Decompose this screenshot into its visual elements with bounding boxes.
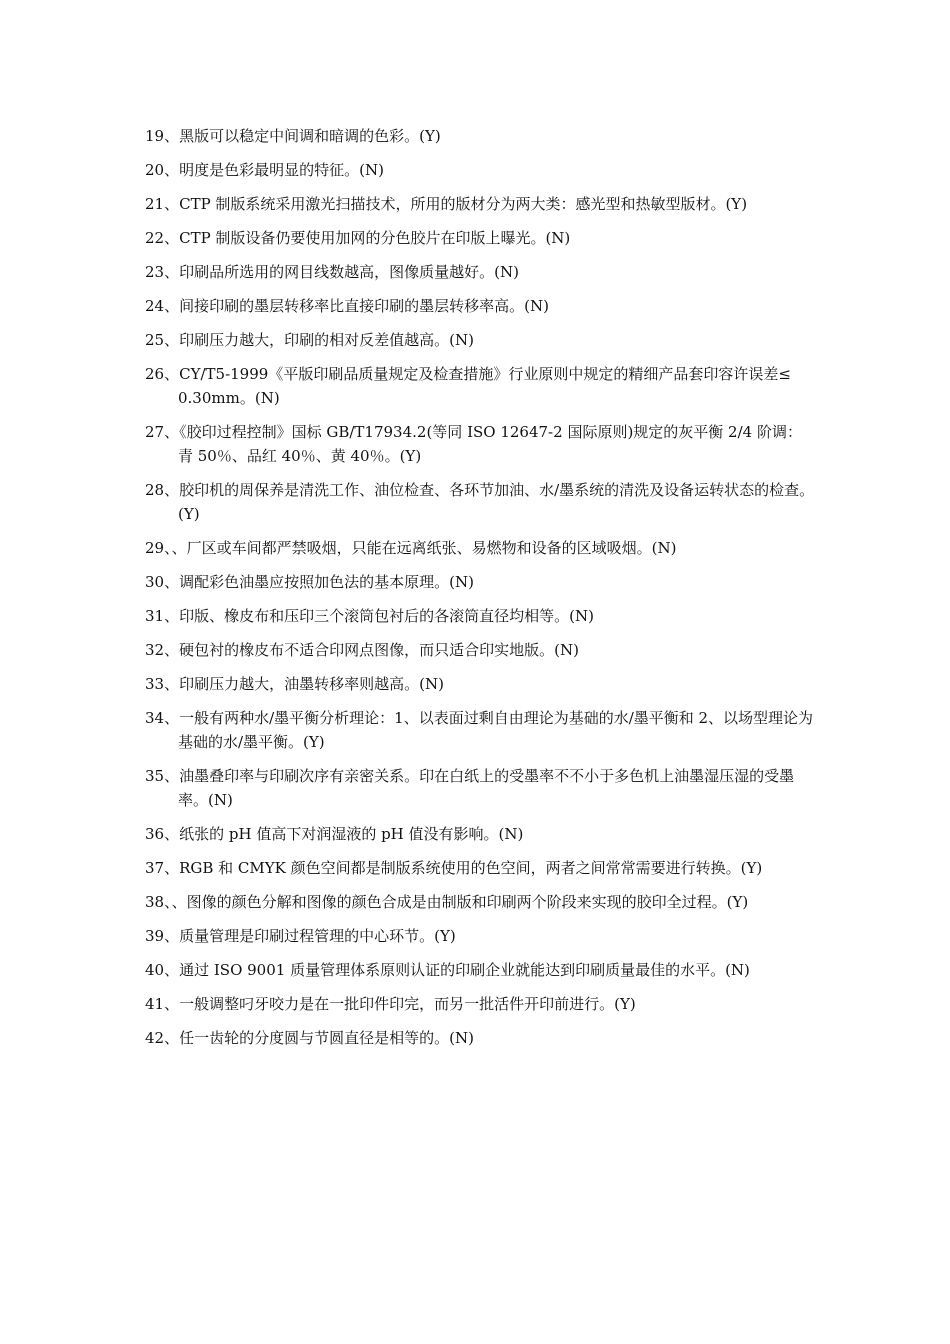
list-item (145, 570, 815, 594)
item-text: 、图像的颜色分解和图像的颜色合成是由制版和印刷两个阶段来实现的胶印全过程。(Y) (171, 893, 749, 911)
item-number: 24、 (145, 297, 180, 315)
item-number: 28、 (145, 481, 180, 499)
question-list (145, 124, 815, 1060)
item-number: 33、 (145, 675, 180, 693)
list-item (145, 604, 815, 628)
list-item (145, 294, 815, 318)
list-item (145, 764, 815, 812)
item-text: 调配彩色油墨应按照加色法的基本原理。(N) (179, 573, 474, 591)
list-item (145, 856, 815, 880)
item-number: 26、 (145, 365, 180, 383)
item-text: 一般调整叼牙咬力是在一批印件印完，而另一批活件开印前进行。(Y) (179, 995, 636, 1013)
item-text: 质量管理是印刷过程管理的中心环节。(Y) (179, 927, 456, 945)
list-item (145, 958, 815, 982)
item-number: 30、 (145, 573, 180, 591)
list-item (145, 706, 815, 754)
list-item (145, 672, 815, 696)
item-number: 35、 (145, 767, 180, 785)
list-item (145, 822, 815, 846)
item-number: 23、 (145, 263, 180, 281)
list-item (145, 890, 815, 914)
item-text: 胶印机的周保养是清洗工作、油位检查、各环节加油、水/墨系统的清洗及设备运转状态的检查。(Y) (178, 481, 815, 523)
item-text: 印刷压力越大，油墨转移率则越高。(N) (179, 675, 444, 693)
item-text: 油墨叠印率与印刷次序有亲密关系。印在白纸上的受墨率不不小于多色机上油墨湿压湿的受墨率。(N) (178, 767, 795, 809)
list-item (145, 328, 815, 352)
item-text: 硬包衬的橡皮布不适合印网点图像，而只适合印实地版。(N) (179, 641, 579, 659)
item-text: 纸张的 pH 值高下对润湿液的 pH 值没有影响。(N) (179, 825, 524, 843)
item-number: 39、 (145, 927, 180, 945)
item-text: 《胶印过程控制》国标 GB/T17934.2(等同 ISO 12647-2 国际原则)规定的灰平衡 2/4 阶调：青 50％、品红 40％、黄 40％。(Y) (178, 423, 802, 465)
item-text: 黑版可以稳定中间调和暗调的色彩。(Y) (179, 127, 441, 145)
list-item (145, 1026, 815, 1050)
list-item (145, 924, 815, 948)
item-number: 19、 (145, 127, 180, 145)
item-number: 42、 (145, 1029, 180, 1047)
item-number: 40、 (145, 961, 180, 979)
item-number: 34、 (145, 709, 180, 727)
list-item (145, 478, 815, 526)
list-item (145, 536, 815, 560)
list-item (145, 992, 815, 1016)
item-number: 22、 (145, 229, 180, 247)
list-item (145, 638, 815, 662)
item-text: 任一齿轮的分度圆与节圆直径是相等的。(N) (179, 1029, 474, 1047)
list-item (145, 192, 815, 216)
item-number: 36、 (145, 825, 180, 843)
list-item (145, 362, 815, 410)
item-text: 、厂区或车间都严禁吸烟，只能在远离纸张、易燃物和设备的区域吸烟。(N) (171, 539, 677, 557)
item-number: 41、 (145, 995, 180, 1013)
item-text: 印刷压力越大，印刷的相对反差值越高。(N) (179, 331, 474, 349)
list-item (145, 260, 815, 284)
item-text: 明度是色彩最明显的特征。(N) (179, 161, 384, 179)
item-text: 间接印刷的墨层转移率比直接印刷的墨层转移率高。(N) (179, 297, 549, 315)
item-number: 37、 (145, 859, 180, 877)
item-text: 一般有两种水/墨平衡分析理论：1、以表面过剩自由理论为基础的水/墨平衡和 2、以场型理论为基础的水/墨平衡。(Y) (178, 709, 814, 751)
list-item (145, 124, 815, 148)
item-number: 25、 (145, 331, 180, 349)
item-number: 32、 (145, 641, 180, 659)
item-number: 29、 (145, 539, 172, 557)
item-text: RGB 和 CMYK 颜色空间都是制版系统使用的色空间，两者之间常常需要进行转换。(Y) (179, 859, 763, 877)
item-text: CY/T5-1999《平版印刷品质量规定及检查措施》行业原则中规定的精细产品套印容许误差≤ 0.30mm。(N) (178, 365, 791, 407)
item-number: 38、 (145, 893, 172, 911)
item-text: 通过 ISO 9001 质量管理体系原则认证的印刷企业就能达到印刷质量最佳的水平。(N) (179, 961, 750, 979)
item-text: CTP 制版系统采用激光扫描技术，所用的版材分为两大类：感光型和热敏型版材。(Y) (179, 195, 748, 213)
item-number: 20、 (145, 161, 180, 179)
item-text: CTP 制版设备仍要使用加网的分色胶片在印版上曝光。(N) (179, 229, 571, 247)
item-number: 21、 (145, 195, 180, 213)
list-item (145, 226, 815, 250)
item-number: 27、 (145, 423, 180, 441)
list-item (145, 158, 815, 182)
item-number: 31、 (145, 607, 180, 625)
list-item (145, 420, 815, 468)
item-text: 印版、橡皮布和压印三个滚筒包衬后的各滚筒直径均相等。(N) (179, 607, 594, 625)
item-text: 印刷品所选用的网目线数越高，图像质量越好。(N) (179, 263, 519, 281)
